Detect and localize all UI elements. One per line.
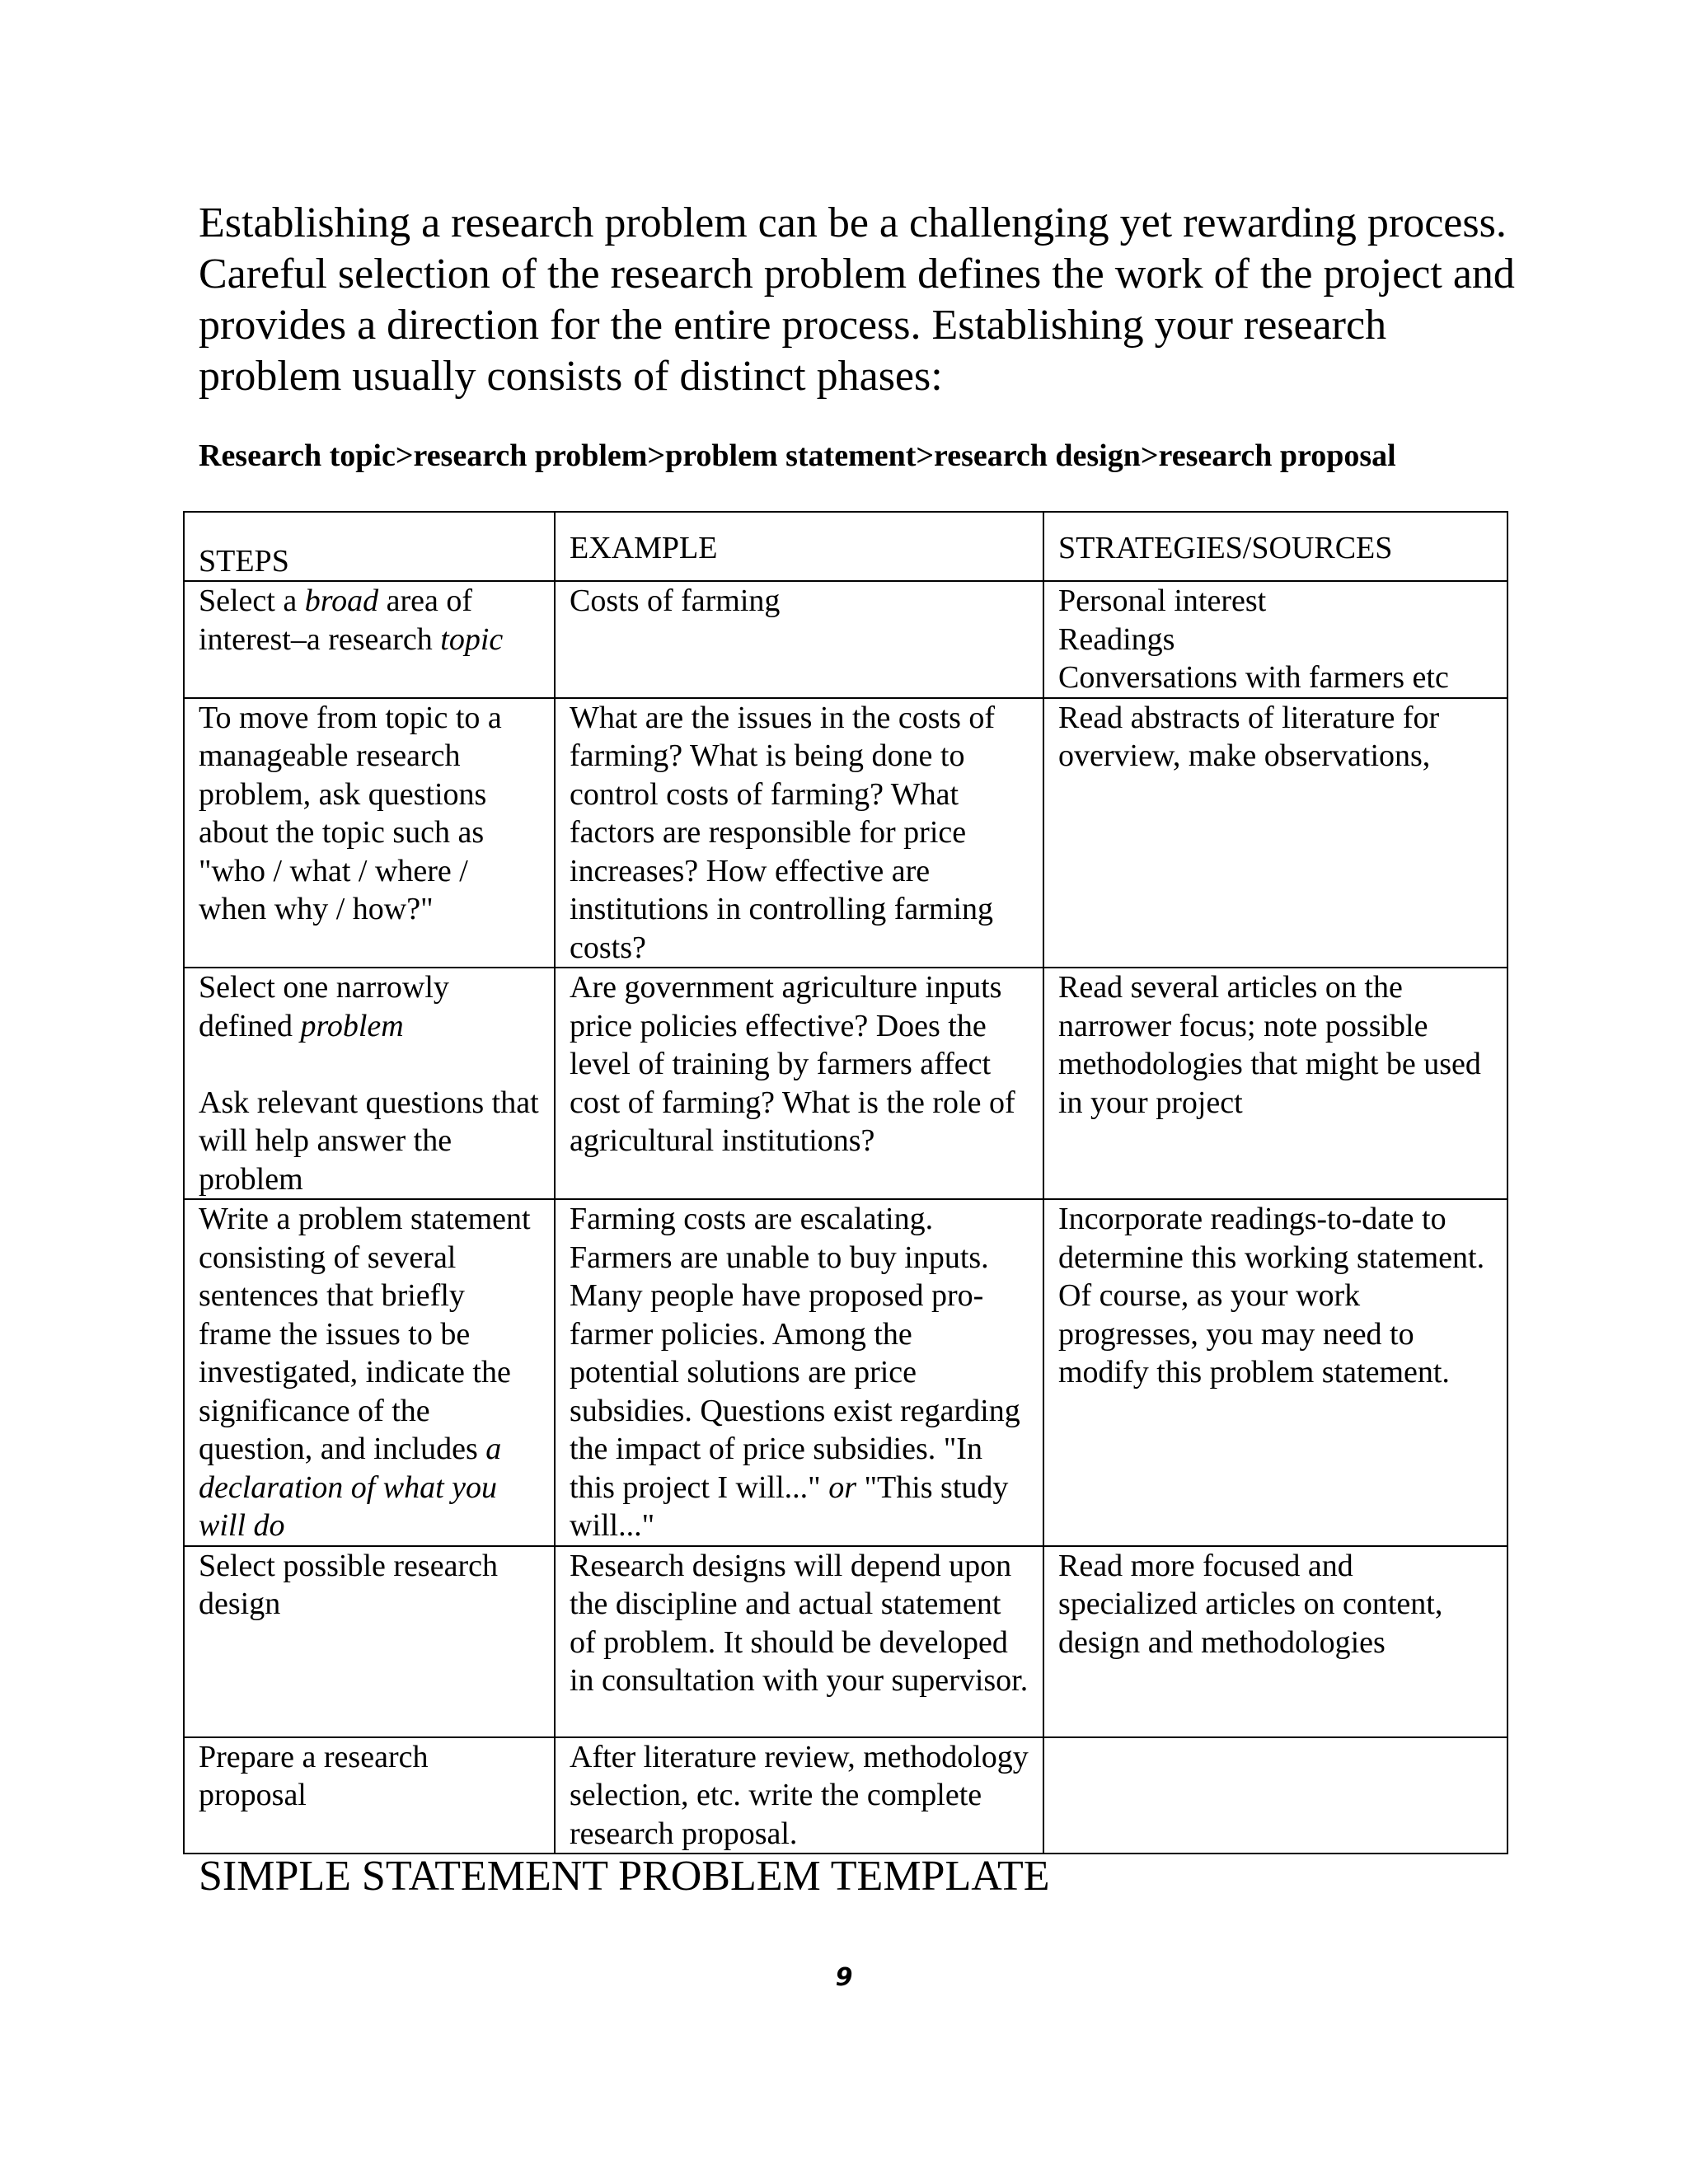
- header-strategies: STRATEGIES/SOURCES: [1043, 512, 1507, 581]
- steps-text: Ask relevant questions that will help answer the problem: [199, 1085, 539, 1197]
- example-cell: [555, 581, 1043, 698]
- steps-text: To move from topic to a manageable research problem, ask questions about the topic such as "who / what / where / when why / how?": [199, 700, 502, 926]
- steps-cell: [184, 581, 555, 698]
- strategies-cell: [1043, 1199, 1507, 1546]
- table-row: [184, 1546, 1507, 1737]
- steps-cell: [184, 1546, 555, 1737]
- example-text: Are government agriculture inputs price policies effective? Does the level of training by farmers affect cost of farming? What is the role of agricultural institutions?: [570, 970, 1015, 1158]
- strategy-line: Personal interest: [1058, 583, 1267, 618]
- strategy-line: Readings: [1058, 621, 1175, 657]
- steps-text: Prepare a research proposal: [199, 1739, 429, 1812]
- example-text: Research designs will depend upon the discipline and actual statement of problem. It should be developed in consultation with your supervisor.: [570, 1548, 1029, 1698]
- table-row: [184, 1199, 1507, 1546]
- table-row: [184, 968, 1507, 1199]
- steps-cell: [184, 968, 555, 1199]
- steps-text: Write a problem statement consisting of several sentences that briefly frame the issues to be investigated, indicate the significance of the question, and includes a declaration of what you will do: [199, 1202, 531, 1543]
- example-cell: [555, 1199, 1043, 1546]
- strategies-cell: [1043, 698, 1507, 968]
- example-text: Costs of farming: [570, 583, 781, 618]
- page-number: 9: [835, 1963, 853, 1992]
- strategy-line: Read more focused and specialized articles on content, design and methodologies: [1058, 1548, 1443, 1660]
- steps-cell: [184, 1199, 555, 1546]
- strategies-cell: [1043, 968, 1507, 1199]
- steps-text: Select possible research design: [199, 1548, 498, 1621]
- example-text: After literature review, methodology selection, etc. write the complete research proposal.: [570, 1739, 1029, 1851]
- strategies-cell: [1043, 1546, 1507, 1737]
- example-cell: [555, 698, 1043, 968]
- steps-cell: [184, 698, 555, 968]
- example-cell: [555, 1737, 1043, 1854]
- table-header-row: [184, 512, 1507, 581]
- research-steps-table: [183, 511, 1508, 1854]
- table-row: [184, 698, 1507, 968]
- header-example: EXAMPLE: [555, 512, 1043, 581]
- example-text: Farming costs are escalating. Farmers are unable to buy inputs. Many people have proposed pro-farmer policies. Among the potential solutions are price subsidies. Questions exist regarding the impact of price subsidies. "In this project I will..." or "This study will...": [570, 1202, 1020, 1543]
- strategies-cell: [1043, 581, 1507, 698]
- steps-text: Select one narrowly defined problem: [199, 970, 449, 1043]
- intro-paragraph: Establishing a research problem can be a challenging yet rewarding process. Careful selection of the research problem defines the work of the project and provides a direction for the entire process. Establishing your research problem usually consists of distinct phases:: [199, 199, 1515, 400]
- example-text: What are the issues in the costs of farming? What is being done to control costs of farming? What factors are responsible for price increases? How effective are institutions in controlling farming costs?: [570, 700, 996, 965]
- research-phases-flow: Research topic>research problem>problem statement>research design>research proposal: [199, 438, 1396, 473]
- header-steps: STEPS: [184, 512, 555, 581]
- strategy-line: Conversations with farmers etc: [1058, 660, 1449, 695]
- strategies-cell-empty: [1043, 1737, 1507, 1854]
- strategy-line: Read abstracts of literature for overview, make observations,: [1058, 700, 1440, 773]
- strategy-line: Read several articles on the narrower focus; note possible methodologies that might be used in your project: [1058, 970, 1481, 1120]
- table-row: [184, 1737, 1507, 1854]
- strategy-line: Incorporate readings-to-date to determine this working statement. Of course, as your work progresses, you may need to modify this problem statement.: [1058, 1202, 1485, 1390]
- template-heading: SIMPLE STATEMENT PROBLEM TEMPLATE: [199, 1853, 1050, 1900]
- example-cell: [555, 968, 1043, 1199]
- steps-text: Select a broad area of interest–a research topic: [199, 583, 504, 657]
- steps-cell: [184, 1737, 555, 1854]
- table-row: [184, 581, 1507, 698]
- example-cell: [555, 1546, 1043, 1737]
